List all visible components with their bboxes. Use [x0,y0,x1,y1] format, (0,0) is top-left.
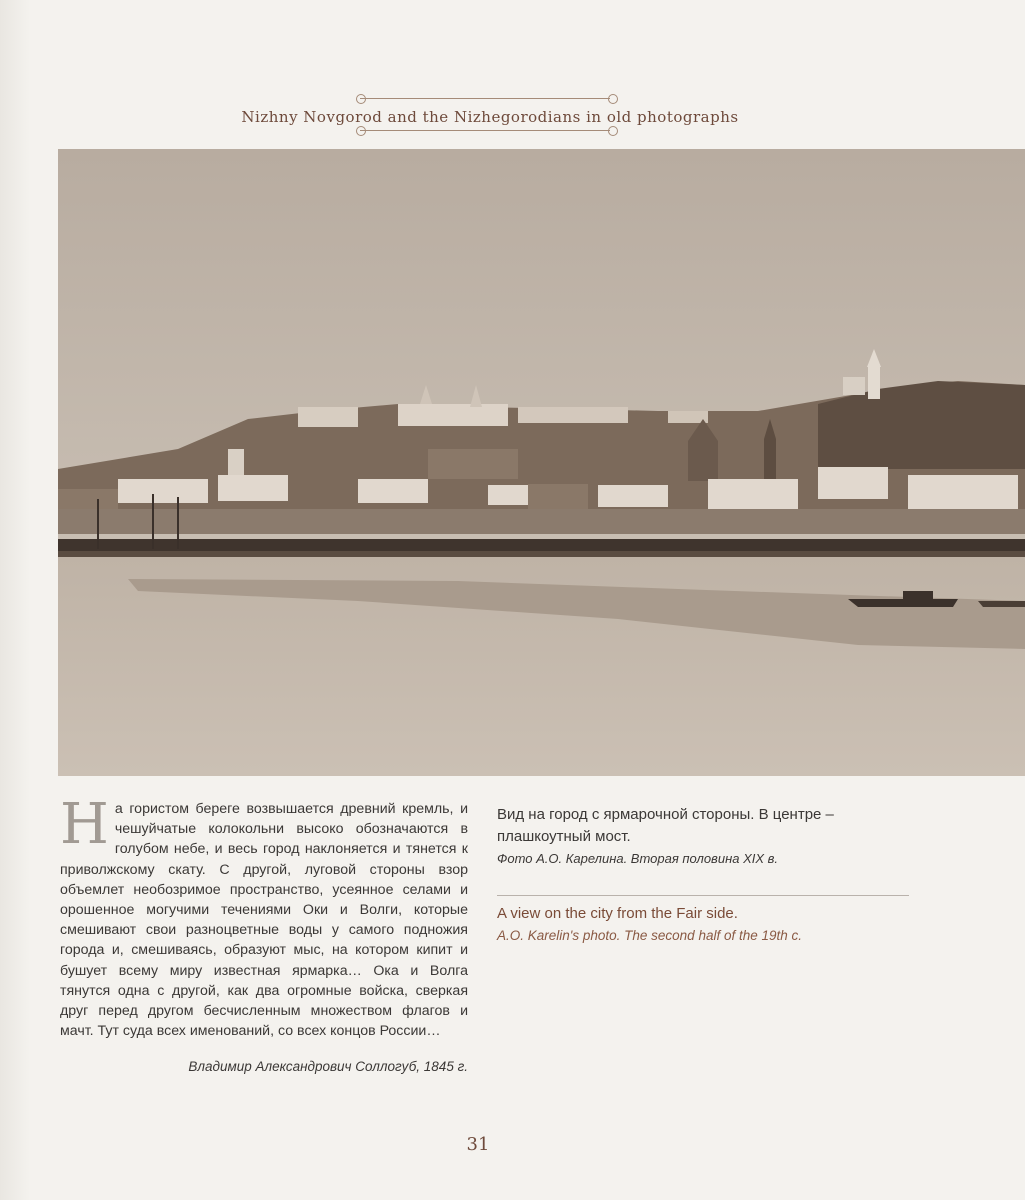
caption-russian [497,804,917,870]
main-text-block [60,792,468,1041]
caption-en-credit: A.O. Karelin's photo. The second half of the 19th c. [497,928,803,943]
page-gutter-shadow [0,0,30,1200]
sepia-photo-river-city-view [58,149,1025,776]
bell-tower [868,367,880,399]
header-title: Nizhny Novgorod and the Nizhegorodians in old photographs [241,108,739,126]
quote-attribution: Владимир Александрович Соллогуб, 1845 г. [188,1059,468,1074]
page-number: 31 [466,1134,490,1155]
embankment [58,509,1025,534]
caption-en-title: A view on the city from the Fair side. [497,905,738,922]
running-header [230,92,750,136]
ornament-curl-icon [608,94,618,104]
drop-cap: Н [60,792,109,857]
pontoon-bridge [58,539,1025,551]
ornament-curl-icon [608,126,618,136]
header-ornament-bottom [360,130,610,133]
caption-ru-credit: Фото А.О. Карелина. Вторая половина XIX в. [497,851,779,866]
boat [848,599,958,607]
caption-english [497,903,917,947]
main-text-body: а гористом береге возвышается древний кремль, и чешуйчатые колокольни высоко обозначаются в голубом небе, и весь город наклоняется и тянется к приволжскому скату. С другой, луговой стороны взор объемлет необозримое пространство, усеянное селами и орошенное могучими течениями Оки и Волги, которые смешивают свои разноцветные воды у самого подножия города и, смешиваясь, образуют мыс, на котором кипит и бушует всему миру известная ярмарка… Ока и Волга тянутся одна с другой, как два огромные войска, сверкая друг перед другом бесчисленным множеством флагов и мачт. Тут суда всех именований, со всех концов России… [60,801,468,1040]
ornament-curl-icon [356,126,366,136]
header-ornament-top [360,98,610,101]
historical-photo [58,149,1025,776]
caption-ru-title: Вид на город с ярмарочной стороны. В центре – плашкоутный мост. [497,806,834,845]
ornament-curl-icon [356,94,366,104]
caption-divider [497,895,909,896]
